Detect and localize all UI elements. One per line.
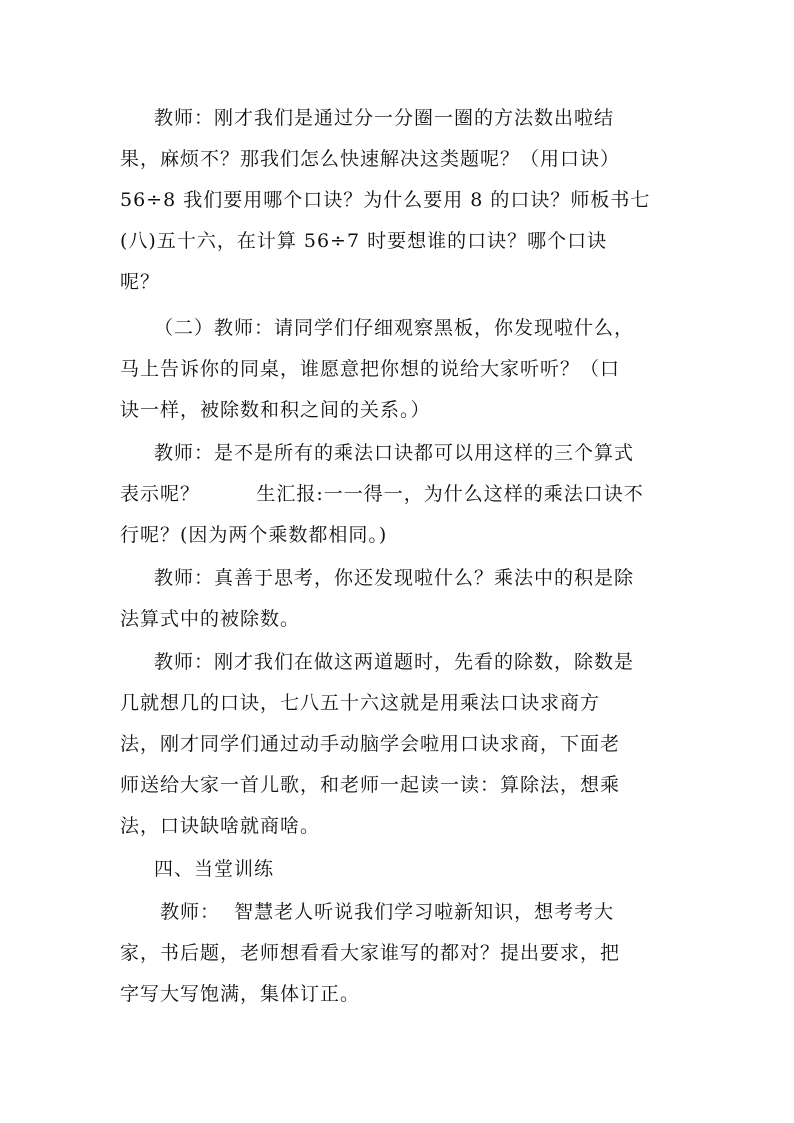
paragraph-line: 56÷8 我们要用哪个口诀？为什么要用 8 的口诀？师板书七 (120, 189, 651, 211)
paragraph-line: 字写大写饱满，集体订正。 (120, 983, 361, 1005)
paragraph-line: 果，麻烦不？那我们怎么快速解决这类题呢？（用口诀） (120, 148, 621, 170)
section-heading: 四、当堂训练 (154, 858, 275, 880)
paragraph-line: 行呢？(因为两个乘数都相同。) (120, 524, 388, 546)
paragraph-line: 马上告诉你的同桌，谁愿意把你想的说给大家听听？（口 (120, 358, 621, 380)
paragraph-line: 法，口诀缺啥就商啥。 (120, 815, 321, 837)
paragraph-line: 教师：真善于思考，你还发现啦什么？乘法中的积是除 (154, 567, 635, 589)
paragraph-line: （二）教师：请同学们仔细观察黑板，你发现啦什么， (154, 317, 635, 339)
paragraph-line: 教师：是不是所有的乘法口诀都可以用这样的三个算式 (154, 442, 635, 464)
paragraph-line: 几就想几的口诀，七八五十六这就是用乘法口诀求商方 (120, 692, 601, 714)
paragraph-line: 表示呢？ 生汇报:一一得一，为什么这样的乘法口诀不 (120, 483, 644, 505)
paragraph-line: 师送给大家一首儿歌，和老师一起读一读：算除法，想乘 (120, 774, 621, 796)
paragraph-line: 诀一样，被除数和积之间的关系。） (120, 399, 431, 421)
paragraph-line: (八)五十六，在计算 56÷7 时要想谁的口诀？哪个口诀 (120, 230, 608, 252)
paragraph-line: 法，刚才同学们通过动手动脑学会啦用口诀求商，下面老 (120, 733, 621, 755)
paragraph-line: 呢？ (120, 271, 161, 293)
paragraph-line: 教师： 智慧老人听说我们学习啦新知识，想考考大 (160, 901, 615, 923)
paragraph-line: 法算式中的被除数。 (120, 608, 301, 630)
paragraph-line: 教师：刚才我们在做这两道题时，先看的除数，除数是 (154, 651, 635, 673)
paragraph-line: 家，书后题，老师想看看大家谁写的都对？提出要求，把 (120, 942, 621, 964)
paragraph-line: 教师：刚才我们是通过分一分圈一圈的方法数出啦结 (154, 107, 615, 129)
